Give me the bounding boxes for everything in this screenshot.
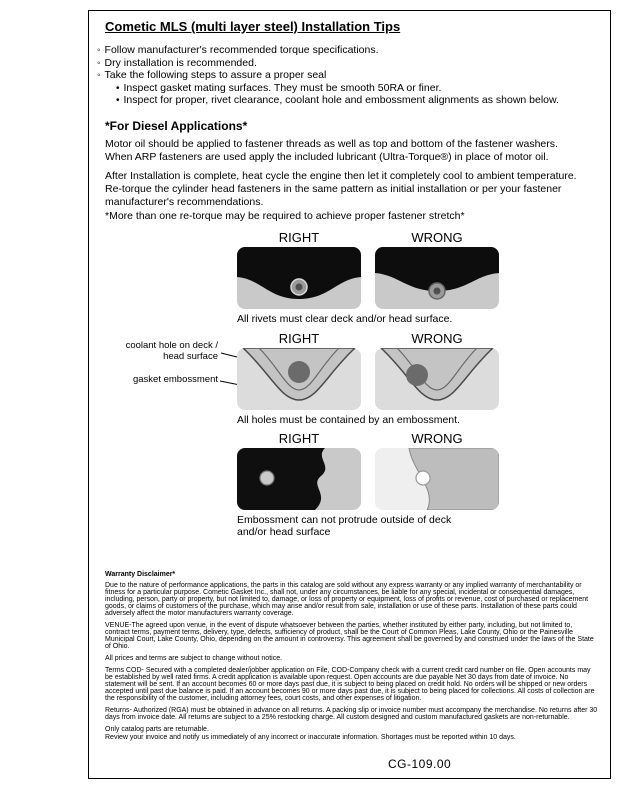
legal-paragraph: Returns- Authorized (RGA) must be obtained in advance on all returns. A packing slip or invoice number must accompany the merchandise. No returns after 30 days from invoice date. All returns are subject to a 25% restocking charge. All custom designed and custom manufactured gaskets are non-returnable. xyxy=(105,707,598,721)
circle-bullet-marker xyxy=(97,57,105,69)
circle-bullet-marker xyxy=(97,44,105,56)
diesel-paragraph-2: After Installation is complete, heat cycle the engine then let it completely cool to ambient temperature. Re-torque the cylinder head fasteners in the same pattern as initial installation or per your fastener manufacturer's recommendations. xyxy=(105,170,577,208)
holes-caption: All holes must be contained by an embossment. xyxy=(237,414,460,426)
embossment-containment-right-graphic xyxy=(237,348,361,410)
right-label: RIGHT xyxy=(278,431,320,446)
rivet-clearance-wrong-image xyxy=(375,247,499,309)
tip-text: Follow manufacturer's recommended torque specifications. xyxy=(104,44,379,56)
tip-text: Inspect for proper, rivet clearance, coolant hole and embossment alignments as shown below. xyxy=(123,94,559,106)
legal-paragraph: Review your invoice and notify us immediately of any incorrect or inaccurate information. Shortages must be reported within 10 days. xyxy=(105,734,516,741)
dot-bullet-marker xyxy=(116,82,124,94)
diesel-applications-heading: *For Diesel Applications* xyxy=(105,119,248,133)
legal-paragraph: Only catalog parts are returnable. xyxy=(105,726,209,733)
coolant-hole-callout: coolant hole on deck / head surface xyxy=(125,340,218,362)
retorque-note: *More than one re-torque may be required to achieve proper fastener stretch* xyxy=(105,210,465,222)
legal-paragraph: Due to the nature of performance applications, the parts in this catalog are sold without any express warranty or any implied warranty of merchantability or fitness for a particular purpose. Cometic Gasket Inc., shall not, under any circumstances, be liable for any special, incidental or consequential damages, including, person, party or property, but not limited to, damage, or loss of property or equipment, loss of profits or revenue, cost of purchased or replacement goods, or claims of customers of the purchase, which may arise and/or result from sale, installation or use of these parts. Installation of these parts could adversely affect the motor manufacturers warranty coverage. xyxy=(105,582,589,617)
embossment-containment-right-image xyxy=(237,348,361,410)
wrong-label: WRONG xyxy=(411,431,463,446)
wrong-label: WRONG xyxy=(411,230,463,245)
protrusion-caption: Embossment can not protrude outside of deck and/or head surface xyxy=(237,514,452,538)
warranty-disclaimer-section xyxy=(105,571,599,746)
tip-text: Dry installation is recommended. xyxy=(104,57,257,69)
tip-bullet xyxy=(97,69,326,81)
rivet-clearance-right-graphic xyxy=(237,247,361,309)
tip-sub-bullet xyxy=(116,82,441,94)
page-title: Cometic MLS (multi layer steel) Installation Tips xyxy=(105,19,401,34)
diesel-paragraph-1: Motor oil should be applied to fastener threads as well as top and bottom of the fastener washers. When ARP fasteners are used apply the included lubricant (Ultra-Torque®) in place of motor oil. xyxy=(105,138,558,163)
embossment-protrusion-right-graphic xyxy=(237,448,361,510)
embossment-protrusion-wrong-graphic xyxy=(375,448,499,510)
legal-paragraph: All prices and terms are subject to change without notice. xyxy=(105,655,283,662)
legal-paragraph: VENUE-The agreed upon venue, in the event of dispute whatsoever between the parties, whether instituted by either party, including, but not limited to, contract terms, payment terms, delivery, type, defects, sufficiency of product, shall be the Court of Common Pleas, Lake County, Ohio or the Painesville Municipal Court, Lake County, Ohio, depending on the amount in controversy. This agreement shall be governed by and construed under the laws of the State of Ohio. xyxy=(105,622,594,650)
circle-bullet-marker xyxy=(97,69,105,81)
tip-bullet xyxy=(97,44,379,56)
rivet-clearance-right-image xyxy=(237,247,361,309)
rivet-caption: All rivets must clear deck and/or head surface. xyxy=(237,313,453,325)
rivet-clearance-wrong-graphic xyxy=(375,247,499,309)
dot-bullet-marker xyxy=(116,94,124,106)
warranty-disclaimer-heading: Warranty Disclaimer* xyxy=(105,571,176,578)
legal-paragraph: Terms COD- Secured with a completed dealer/jobber application on File, COD-Company check with a current credit card number on file. Open accounts may be established by well rated firms. A credit application is available upon request. Open accounts are due payable Net 30 days from date of invoice. No statement will be sent. If an account becomes 60 or more days past due, it is subject to being placed on credit hold. No orders will be shipped or new orders accepted until past due balance is paid. If an account becomes 90 or more days past due, it is subject to being placed for collections. All costs of collection are the responsibility of the customer, including attorney fees, court costs, and other expenses of litigation. xyxy=(105,667,595,702)
wrong-label: WRONG xyxy=(411,331,463,346)
embossment-protrusion-right-image xyxy=(237,448,361,510)
embossment-containment-wrong-image xyxy=(375,348,499,410)
gasket-embossment-callout: gasket embossment xyxy=(132,374,218,385)
tip-bullet xyxy=(97,57,257,69)
tip-text: Inspect gasket mating surfaces. They must be smooth 50RA or finer. xyxy=(123,82,442,94)
tip-sub-bullet xyxy=(116,94,559,106)
catalog-page-code: CG-109.00 xyxy=(388,757,452,771)
right-label: RIGHT xyxy=(278,331,320,346)
embossment-containment-wrong-graphic xyxy=(375,348,499,410)
tip-text: Take the following steps to assure a proper seal xyxy=(104,69,327,81)
right-label: RIGHT xyxy=(278,230,320,245)
embossment-protrusion-wrong-image xyxy=(375,448,499,510)
